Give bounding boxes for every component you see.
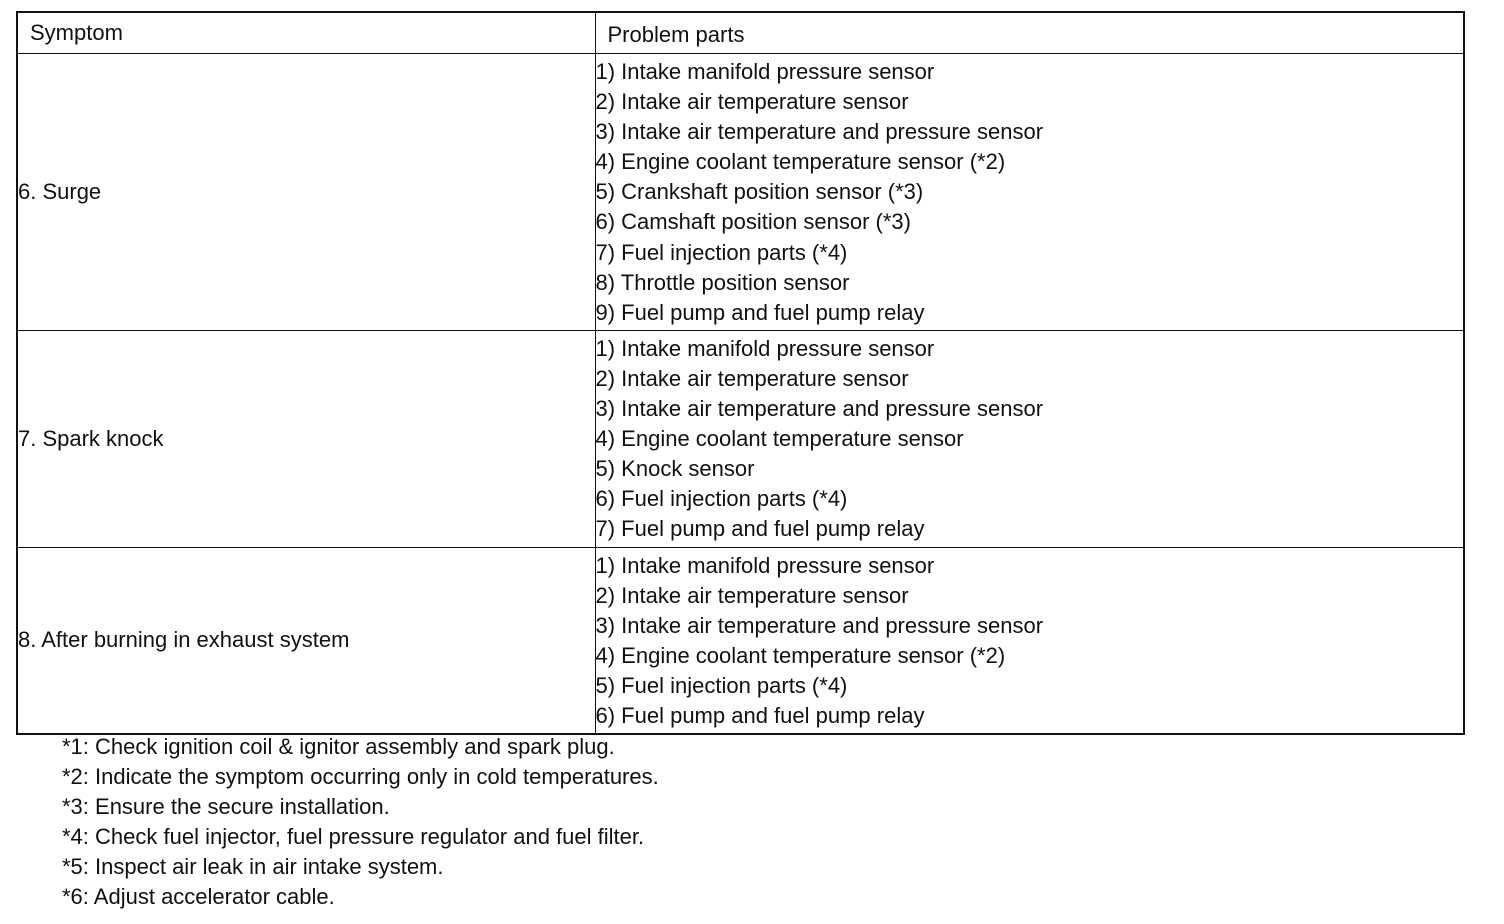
list-item: 4) Engine coolant temperature sensor (*2) — [595, 149, 1006, 175]
footnote: *4: Check fuel injector, fuel pressure regulator and fuel filter. — [62, 824, 645, 850]
list-item: 2) Intake air temperature sensor — [595, 365, 909, 391]
problem-parts-cell — [595, 547, 1464, 734]
list-item: 9) Fuel pump and fuel pump relay — [595, 299, 925, 325]
list-item: 5) Fuel injection parts (*4) — [595, 672, 848, 698]
list-item: 2) Intake air temperature sensor — [595, 89, 909, 115]
footnote: *5: Inspect air leak in air intake system. — [62, 854, 444, 880]
list-item: 5) Crankshaft position sensor (*3) — [595, 179, 924, 205]
footnote: *3: Ensure the secure installation. — [62, 794, 390, 820]
list-item: 7) Fuel injection parts (*4) — [595, 239, 848, 265]
list-item: 4) Engine coolant temperature sensor (*2) — [595, 642, 1006, 668]
parts-list — [596, 54, 1464, 330]
header-problem-parts: Problem parts — [595, 12, 1464, 54]
list-item: 7) Fuel pump and fuel pump relay — [595, 516, 925, 542]
table-header-row — [17, 12, 1464, 54]
list-item: 8) Throttle position sensor — [595, 269, 850, 295]
list-item: 4) Engine coolant temperature sensor — [595, 426, 964, 452]
footnote: *6: Adjust accelerator cable. — [62, 884, 335, 910]
list-item: 1) Intake manifold pressure sensor — [595, 335, 935, 361]
header-symptom: Symptom — [17, 12, 595, 54]
parts-list — [596, 548, 1464, 734]
footnote: *1: Check ignition coil & ignitor assembly and spark plug. — [62, 734, 615, 759]
list-item: 5) Knock sensor — [595, 456, 755, 482]
list-item: 1) Intake manifold pressure sensor — [595, 552, 935, 578]
parts-list — [596, 331, 1464, 547]
list-item: 3) Intake air temperature and pressure sensor — [595, 612, 1044, 638]
list-item: 3) Intake air temperature and pressure sensor — [595, 396, 1044, 422]
footnotes — [62, 732, 659, 913]
list-item: 6) Fuel injection parts (*4) — [595, 486, 848, 512]
symptom-cell: 6. Surge — [17, 54, 595, 331]
problem-parts-cell — [595, 330, 1464, 547]
table-row — [17, 330, 1464, 547]
symptom-table — [16, 11, 1465, 735]
symptom-cell: 8. After burning in exhaust system — [17, 547, 595, 734]
table-row — [17, 547, 1464, 734]
table-row — [17, 54, 1464, 331]
problem-parts-cell — [595, 54, 1464, 331]
footnote: *2: Indicate the symptom occurring only in cold temperatures. — [62, 764, 659, 790]
list-item: 2) Intake air temperature sensor — [595, 582, 909, 608]
list-item: 6) Camshaft position sensor (*3) — [595, 209, 911, 235]
symptom-cell: 7. Spark knock — [17, 330, 595, 547]
list-item: 6) Fuel pump and fuel pump relay — [595, 702, 925, 728]
list-item: 3) Intake air temperature and pressure sensor — [595, 119, 1044, 145]
list-item: 1) Intake manifold pressure sensor — [595, 59, 935, 84]
